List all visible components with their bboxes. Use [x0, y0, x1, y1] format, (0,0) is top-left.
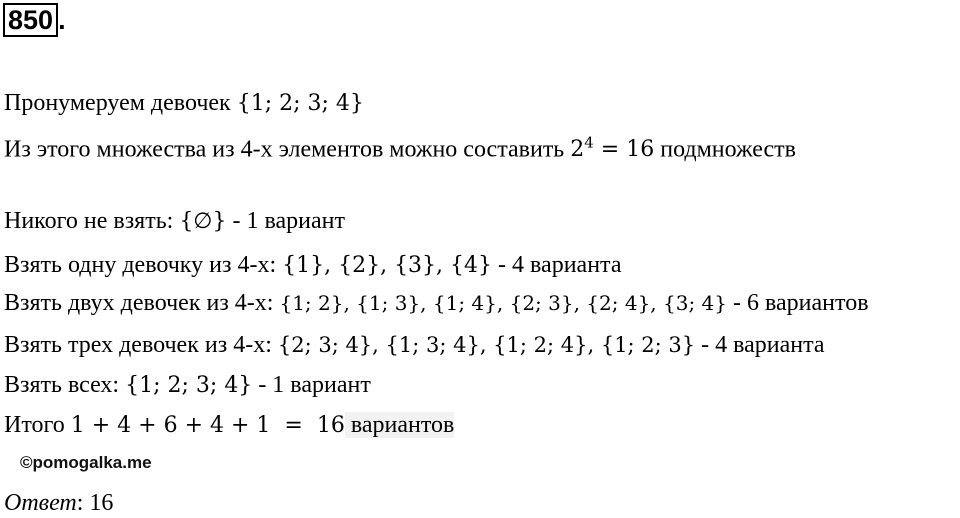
power-expression: $2^4 = 16$ [570, 134, 655, 163]
problem-number: 850 . [3, 3, 66, 37]
case-line-3: Взять трех девочек из 4-х: {2; 3; 4}, {1; 3; 4}, {1; 2; 4}, {1; 2; 3} - 4 варианта [4, 332, 825, 358]
intro-line-1: Пронумеруем девочек {1; 2; 3; 4} [4, 90, 364, 116]
case-line-1: Взять одну девочку из 4-х: {1}, {2}, {3}, {4} - 4 варианта [4, 252, 622, 278]
total-line: Итого 1 + 4 + 6 + 4 + 1 = 16 вариантов [4, 412, 455, 438]
intro-line-2: Из этого множества из 4-х элементов можно составить $2^4 = 16$ подмножеств [4, 134, 797, 163]
case-line-0: Никого не взять: {∅} - 1 вариант [4, 208, 345, 234]
watermark: ©pomogalka.me [20, 453, 152, 472]
case-line-2: Взять двух девочек из 4-х: {1; 2}, {1; 3}, {1; 4}, {2; 3}, {2; 4}, {3; 4} - 6 вариантов [4, 290, 869, 316]
case-line-4: Взять всех: {1; 2; 3; 4} - 1 вариант [4, 372, 371, 398]
girls-set: {1; 2; 3; 4} [236, 91, 364, 116]
answer-line: Ответ: 16 [4, 490, 114, 516]
